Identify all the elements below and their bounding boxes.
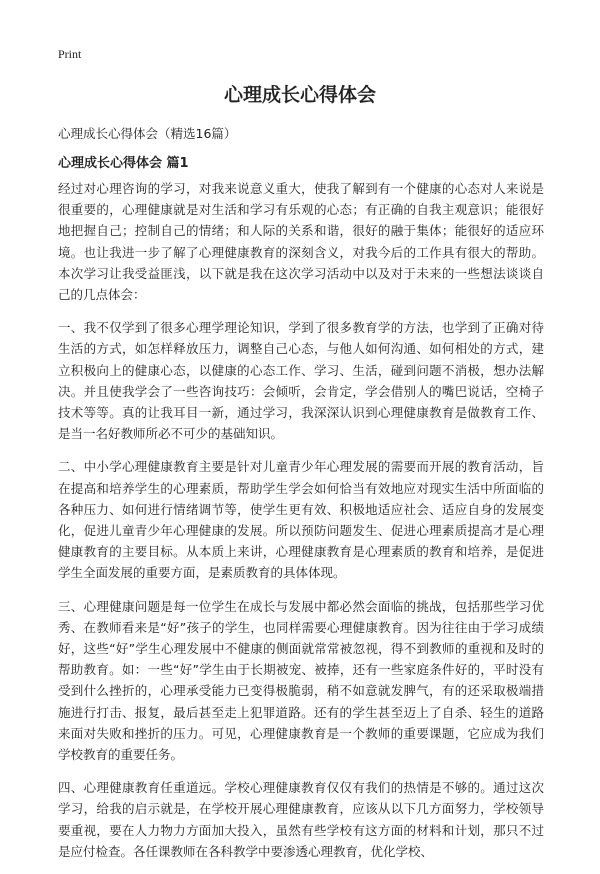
- paragraph: 三、心理健康问题是每一位学生在成长与发展中都必然会面临的挑战，包括那些学习优秀、在教师看来是“好”孩子的学生，也同样需要心理健康教育。因为往往由于学习成绩好，这些“好”学生心理发展中不健康的侧面就常常被忽视，得不到教师的重视和及时的帮助教育。如：一些“好”学生由于长期被宠、被捧，还有一些家庭条件好的，平时没有受到什么挫折的，心理承受能力已变得极脆弱，稍不如意就发脾气，有的还采取极端措施进行打击、报复，最后甚至走上犯罪道路。还有的学生甚至迈上了自杀、轻生的道路来面对失败和挫折的压力。可见，心理健康教育是一个教师的重要课题，它应成为我们学校教育的重要任务。: [58, 598, 544, 763]
- document-body: [58, 178, 544, 874]
- paragraph: 一、我不仅学到了很多心理学理论知识，学到了很多教育学的方法，也学到了正确对待生活的方式，如怎样释放压力，调整自己心态，与他人如何沟通、如何相处的方式，建立积极向上的健康心态，以健康的心态工作、学习、生活，碰到问题不消极，想办法解决。并且使我学会了一些咨询技巧：会倾听，会肯定，学会借别人的嘴巴说话，空椅子技术等等。真的让我耳目一新，通过学习，我深深认识到心理健康教育是做教育工作、是当一名好教师所必不可少的基础知识。: [58, 320, 544, 442]
- paragraph: 经过对心理咨询的学习，对我来说意义重大，使我了解到有一个健康的心态对人来说是很重要的，心理健康就是对生活和学习有乐观的心态；有正确的自我主观意识；能很好地把握自己；控制自己的情绪；和人际的关系和谐，很好的融于集体；能很好的适应环境。也让我进一步了解了心理健康教育的深刻含义，对我今后的工作具有很大的帮助。本次学习让我受益匪浅，以下就是我在这次学习活动中以及对于未来的一些想法谈谈自己的几点体会：: [58, 181, 544, 303]
- paragraph: 二、中小学心理健康教育主要是针对儿童青少年心理发展的需要而开展的教育活动，旨在提高和培养学生的心理素质，帮助学生学会如何恰当有效地应对现实生活中所面临的各种压力、如何进行情绪调节等，使学生更有效、积极地适应社会、适应自身的发展变化，促进儿童青少年心理健康的发展。所以预防问题发生、促进心理素质提高才是心理健康教育的主要目标。从本质上来讲，心理健康教育是心理素质的教育和培养，是促进学生全面发展的重要方面，是素质教育的具体体现。: [58, 459, 544, 581]
- document-title: 心理成长心得体会: [223, 84, 376, 106]
- paragraph: 四、心理健康教育任重道远。学校心理健康教育仅仅有我们的热情是不够的。通过这次学习，给我的启示就是，在学校开展心理健康教育，应该从以下几方面努力，学校领导要重视，要在人力物力方面加大投入，虽然有些学校有这方面的材料和计划，那只不过是应付检查。各任课教师在各科教学中要渗透心理教育，优化学校、: [58, 780, 544, 859]
- section-heading: 心理成长心得体会 篇1: [58, 156, 189, 171]
- print-link[interactable]: Print: [58, 47, 82, 61]
- document-subtitle: 心理成长心得体会（精选16篇）: [58, 126, 237, 141]
